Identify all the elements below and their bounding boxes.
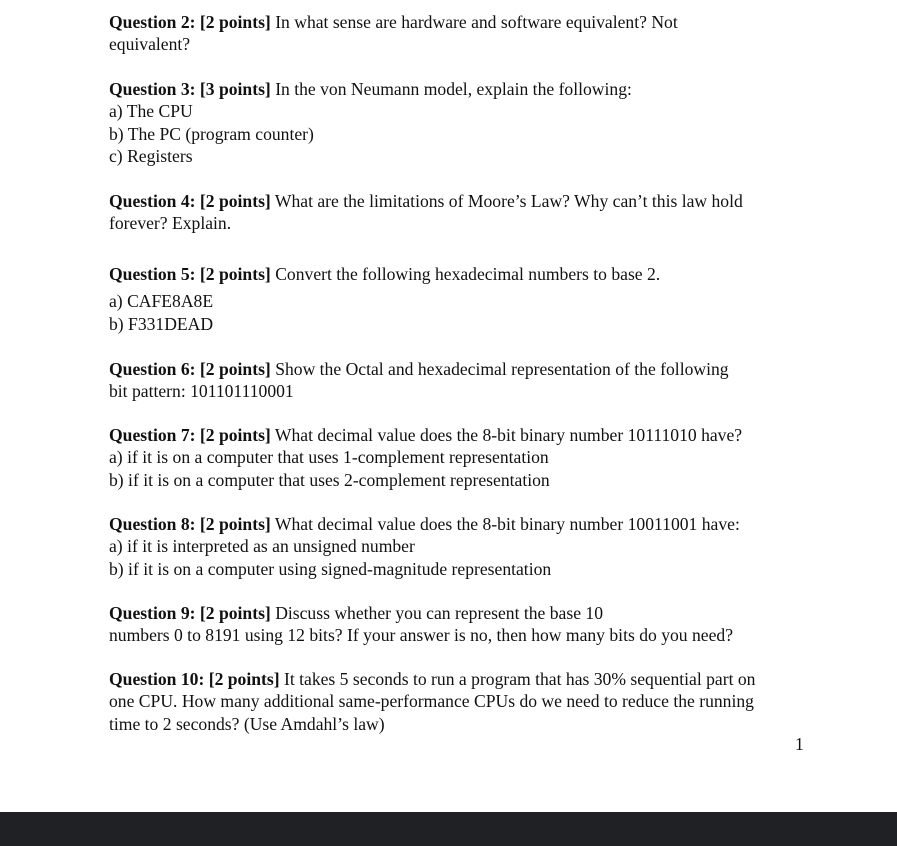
question-label: Question 8: [2 points] [109, 514, 271, 534]
question-text: equivalent? [109, 34, 191, 55]
question-text: Convert the following hexadecimal numbers to base 2. [275, 264, 661, 284]
question-label: Question 6: [2 points] [109, 359, 271, 379]
question-text: Discuss whether you can represent the base 10 [275, 603, 604, 623]
question-2 [109, 11, 829, 56]
page-number: 1 [795, 734, 804, 754]
viewer-bottom-bar [0, 812, 897, 846]
question-6 [109, 358, 829, 403]
question-text: What decimal value does the 8-bit binary number 10111010 have? [274, 425, 743, 445]
question-8 [109, 513, 829, 580]
answer-option: b) if it is on a computer that uses 2-complement representation [109, 469, 550, 490]
question-text: What decimal value does the 8-bit binary number 10011001 have: [274, 514, 740, 534]
question-text: In the von Neumann model, explain the following: [275, 79, 632, 99]
question-text: time to 2 seconds? (Use Amdahl’s law) [109, 713, 385, 734]
question-label: Question 10: [2 points] [109, 669, 280, 689]
question-text: one CPU. How many additional same-performance CPUs do we need to reduce the running [109, 691, 754, 712]
question-label: Question 3: [3 points] [109, 79, 271, 99]
question-text: In what sense are hardware and software equivalent? Not [275, 12, 678, 32]
answer-option: a) The CPU [109, 101, 193, 122]
answer-option: b) F331DEAD [109, 313, 214, 334]
question-label: Question 9: [2 points] [109, 603, 271, 623]
answer-option: b) if it is on a computer using signed-magnitude representation [109, 558, 552, 579]
question-label: Question 7: [2 points] [109, 425, 271, 445]
question-9 [109, 602, 829, 647]
question-label: Question 2: [2 points] [109, 12, 271, 32]
question-10 [109, 668, 829, 735]
answer-option: c) Registers [109, 145, 193, 166]
question-4 [109, 190, 829, 235]
question-text: Show the Octal and hexadecimal representation of the following [275, 359, 729, 379]
answer-option: a) if it is interpreted as an unsigned number [109, 536, 415, 557]
question-text: It takes 5 seconds to run a program that has 30% sequential part on [283, 669, 756, 689]
question-text: bit pattern: 101101110001 [109, 381, 294, 402]
question-text: numbers 0 to 8191 using 12 bits? If your answer is no, then how many bits do you need? [109, 625, 734, 646]
question-7 [109, 424, 829, 491]
question-5 [109, 263, 829, 335]
question-3 [109, 78, 829, 167]
answer-option: a) CAFE8A8E [109, 291, 214, 312]
question-text: forever? Explain. [109, 213, 232, 234]
question-label: Question 4: [2 points] [109, 191, 271, 211]
question-label: Question 5: [2 points] [109, 264, 271, 284]
answer-option: b) The PC (program counter) [109, 123, 314, 144]
question-text: What are the limitations of Moore’s Law? Why can’t this law hold [274, 191, 743, 211]
answer-option: a) if it is on a computer that uses 1-complement representation [109, 447, 549, 468]
